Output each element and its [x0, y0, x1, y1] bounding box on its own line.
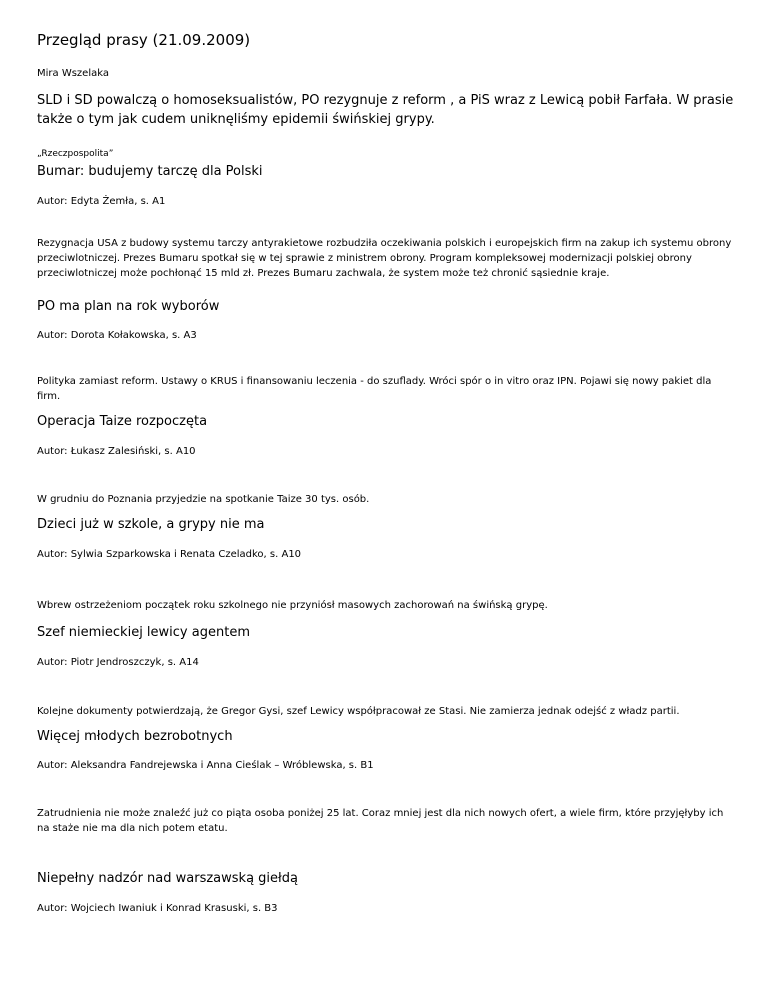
article-byline: Autor: Łukasz Zalesiński, s. A10: [37, 446, 196, 457]
article-headline: Bumar: budujemy tarczę dla Polski: [37, 164, 263, 179]
article-summary: W grudniu do Poznania przyjedzie na spotkanie Taize 30 tys. osób.: [37, 494, 370, 505]
article-headline: PO ma plan na rok wyborów: [37, 299, 220, 314]
article-headline: Więcej młodych bezrobotnych: [37, 729, 233, 744]
article-summary: Wbrew ostrzeżeniom początek roku szkolnego nie przyniósł masowych zachorowań na świńską grypę.: [37, 600, 548, 611]
article-byline: Autor: Edyta Żemła, s. A1: [37, 196, 166, 207]
document-title: Przegląd prasy (21.09.2009): [37, 31, 251, 49]
article-headline: Dzieci już w szkole, a grypy nie ma: [37, 517, 265, 532]
article-summary: Polityka zamiast reform. Ustawy o KRUS i finansowaniu leczenia - do szuflady. Wróci spór o in vitro oraz IPN. Pojawi się nowy pakiet dla firm.: [37, 376, 712, 402]
article-headline: Niepełny nadzór nad warszawską giełdą: [37, 871, 298, 886]
article-byline: Autor: Sylwia Szparkowska i Renata Czeladko, s. A10: [37, 549, 302, 560]
document-author: Mira Wszelaka: [37, 68, 109, 79]
article-headline: Szef niemieckiej lewicy agentem: [37, 625, 250, 640]
article-summary: Rezygnacja USA z budowy systemu tarczy antyrakietowe rozbudziła oczekiwania polskich i europejskich firm na zakup ich systemu obrony przeciwlotniczej. Prezes Bumaru spotkał się w tej sprawie z ministrem obrony. Program kompleksowej modernizacji polskiej obrony przeciwlotniczej może pochłonąć 15 mld zł. Prezes Bumaru zachwala, że system może też chronić sąsiednie kraje.: [37, 238, 732, 279]
article-byline: Autor: Wojciech Iwaniuk i Konrad Krasuski, s. B3: [37, 903, 278, 914]
article-byline: Autor: Aleksandra Fandrejewska i Anna Cieślak – Wróblewska, s. B1: [37, 760, 374, 771]
article-byline: Autor: Dorota Kołakowska, s. A3: [37, 330, 197, 341]
source-name: „Rzeczpospolita”: [37, 149, 114, 159]
article-headline: Operacja Taize rozpoczęta: [37, 414, 208, 429]
document-lead: SLD i SD powalczą o homoseksualistów, PO rezygnuje z reform , a PiS wraz z Lewicą pobił Farfała. W prasie także o tym jak cudem uniknęliśmy epidemii świńskiej grypy.: [37, 93, 734, 127]
article-summary: Kolejne dokumenty potwierdzają, że Gregor Gysi, szef Lewicy współpracował ze Stasi. Nie zamierza jednak odejść z władz partii.: [37, 706, 680, 717]
article-summary: Zatrudnienia nie może znaleźć już co piąta osoba poniżej 25 lat. Coraz mniej jest dla nich nowych ofert, a wiele firm, które przyjęłyby ich na staże nie ma dla nich potem etatu.: [37, 808, 724, 834]
article-byline: Autor: Piotr Jendroszczyk, s. A14: [37, 657, 199, 668]
